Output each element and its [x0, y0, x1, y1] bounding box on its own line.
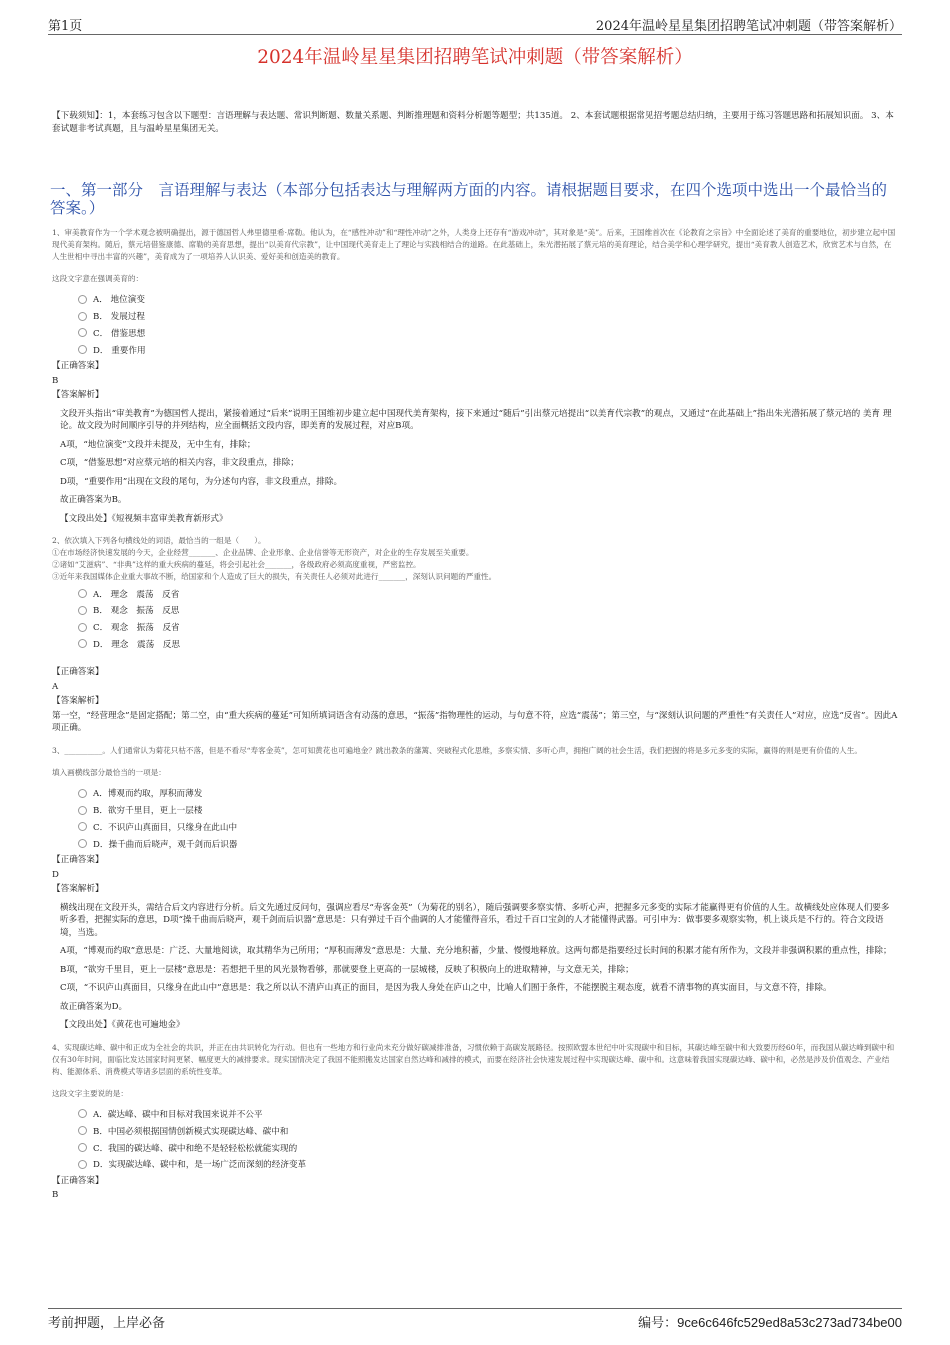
option[interactable]: D． 理念 震荡 反思 [78, 636, 898, 653]
radio-icon[interactable] [78, 589, 87, 598]
option[interactable]: B． 观念 振荡 反思 [78, 602, 898, 619]
answer-label: 【正确答案】 [52, 855, 104, 866]
radio-icon[interactable] [78, 789, 87, 798]
answer-label: 【正确答案】 [52, 1175, 104, 1186]
analysis-text: 横线出现在文段开头，需结合后文内容进行分析。后文先通过反问句，强调应看尽“寿客金英”（为菊花的别名），随后强调要多察实情、多听心声，把握多元多变的实际才能赢得更有价值的人生。故横线处应体现人们要多听多看，把握实际的意思，D项“操千曲而后晓声，观千剑而后识器”意思是：只有弹过千百个曲调的人才能懂得音乐，看过千百口宝剑的人才能懂得武器。可引申为：做事要多观察实物，机上谈兵是不行的。符合文段语境，当选。 [60, 902, 890, 938]
radio-icon[interactable] [78, 806, 87, 815]
option[interactable]: A． 理念 震荡 反省 [78, 585, 898, 602]
analysis-option-a: A项，“地位演变”文段并未提及，无中生有，排除； [60, 439, 256, 450]
answer-value: B [52, 1190, 59, 1201]
option[interactable]: B．中国必须根据国情创新模式实现碳达峰、碳中和 [78, 1122, 898, 1139]
question-1-text: 1、审美教育作为一个学术观念被明确提出，源于德国哲人弗里德里希·席勒。他认为，在“感性冲动”和“理性冲动”之外，人类身上还存有“游戏冲动”，其对象是“美”。后来，王国维首次在《论教育之宗旨》中全面论述了美育的重要地位，初步建立起中国现代美育架构。随后，蔡元培借鉴康德、席勒的美育思想，提出“以美育代宗教”，让中国现代美育走上了理论与实践相结合的道路。在此基础上，朱光潜拓展了蔡元培的美育理论，结合美学和心理学研究，提出“美育教人创造艺术，欣赏艺术与自然，在人生世相中寻出丰富的兴趣”，美育成为了一项培养人认识美、爱好美和创造美的教育。 [52, 228, 896, 261]
page-header [48, 14, 902, 35]
option[interactable]: D． 重要作用 [78, 341, 898, 358]
question-2-sentence-3: ③近年来我国媒体企业重大事故不断，给国家和个人造成了巨大的损失，有关责任人必须对此进行_______，深刻认识问题的严重性。 [52, 572, 497, 582]
option[interactable]: D．实现碳达峰、碳中和，是一场广泛而深刻的经济变革 [78, 1156, 898, 1173]
answer-label: 【正确答案】 [52, 361, 104, 372]
analysis-option-d: D项，“重要作用”出现在文段的尾句，为分述句内容，非文段重点，排除。 [60, 476, 343, 487]
section-heading-1: 一、第一部分 言语理解与表达（本部分包括表达与理解两方面的内容。请根据题目要求，在四个选项中选出一个最恰当的答案。） [50, 181, 888, 217]
document-title: 2024年温岭星星集团招聘笔试冲刺题（带答案解析） [257, 47, 693, 68]
question-2-sentence-1: ①在市场经济快速发展的今天，企业经营_______、企业品牌、企业形象、企业信誉等无形资产，对企业的生存发展至关重要。 [52, 548, 474, 558]
analysis-option-a: A项，“博观而约取”意思是：广泛、大量地阅读，取其精华为己所用；“厚积而薄发”意思是：大量、充分地积蓄，少量、慢慢地释放。这两句都是指要经过长时间的积累才能有所作为，文段并非强调积累的重点性，排除； [60, 946, 892, 957]
footer-code: 编号：9ce6c646fc529ed8a53c273ad734be00 [638, 1315, 902, 1331]
question-2-text: 2、依次填入下列各句横线处的词语，最恰当的一组是（ ）。 [52, 536, 266, 546]
radio-icon[interactable] [78, 606, 87, 615]
option[interactable]: A．博观而约取，厚积而薄发 [78, 785, 898, 802]
option[interactable]: C． 借鉴思想 [78, 325, 898, 342]
analysis-option-b: B项，“欲穷千里目，更上一层楼”意思是：若想把千里的风光景物看够，那就要登上更高的一层城楼，反映了积极向上的进取精神，与文意无关，排除； [60, 964, 634, 975]
answer-value: B [52, 375, 59, 386]
analysis-text: 文段开头指出“审美教育”为德国哲人提出，紧接着通过“后来”说明王国维初步建立起中国现代美育架构，接下来通过“随后”引出蔡元培提出“以美育代宗教”的观点，又通过“在此基础上”指出朱光潜拓展了蔡元培的 美育 理论。故文段为时间顺序引导的并列结构，应全面概括文段内容，即美育的发展过程，对应B项。 [60, 408, 892, 432]
question-1-prompt: 这段文字意在强调美育的： [52, 274, 144, 283]
question-1-options [78, 291, 898, 358]
download-notice: 【下载须知】：1，本套练习包含以下题型：言语理解与表达题、常识判断题、数量关系题、判断推理题和资料分析题等题型；共135道。 2、本套试题根据常见招考题总结归纳，主要用于练习答题思路和拓展知识面。 3、本套试题非考试真题，且与温岭星星集团无关。 [52, 111, 894, 134]
question-3-prompt: 填入画横线部分最恰当的一项是： [52, 767, 166, 777]
option[interactable]: C．我国的碳达峰、碳中和绝不是轻轻松松就能实现的 [78, 1139, 898, 1156]
option[interactable]: C．不识庐山真面目，只缘身在此山中 [78, 818, 898, 835]
answer-value: A [52, 681, 59, 692]
page-footer [48, 1308, 902, 1331]
radio-icon[interactable] [78, 1160, 87, 1169]
radio-icon[interactable] [78, 822, 87, 831]
document-body [52, 110, 898, 1202]
source: 【文段出处】《黄花也可遍地金》 [60, 1020, 185, 1031]
radio-icon[interactable] [78, 839, 87, 848]
answer-label: 【正确答案】 [52, 667, 104, 678]
analysis-option-c: C项，“不识庐山真面目，只缘身在此山中”意思是：我之所以认不清庐山真正的面目，是因为我人身处在庐山之中，比喻人们囿于条件，不能摆脱主观态度，就看不清事物的真实面目，与文意不符，排除。 [60, 983, 832, 994]
radio-icon[interactable] [78, 328, 87, 337]
footer-slogan: 考前押题，上岸必备 [48, 1316, 166, 1331]
question-2-sentence-2: ②诸如“艾滋病”、“非典”这样的重大疾病的蔓延，将会引起社会_______，各级政府必须高度重视，严密监控。 [52, 560, 421, 570]
conclusion: 故正确答案为B。 [60, 495, 127, 506]
question-4-text: 4、实现碳达峰、碳中和正成为全社会的共识，并正在由共识转化为行动。但也有一些地方和行业尚未充分做好碳减排准备，习惯依赖于高碳发展路径。按照欧盟本世纪中叶实现碳中和目标，其碳达峰至碳中和大致要历经60年，而我国从碳达峰到碳中和仅有30年时间，面临比发达国家时间更紧、幅度更大的减排要求。现实国情决定了我国不能照搬发达国家自然达峰和减排的模式，而要在经济社会快速发展过程中实现碳达峰、碳中和。这意味着我国实现碳达峰、碳中和，必然是涉及价值观念、产业结构、能源体系、消费模式等诸多层面的系统性变革。 [52, 1042, 895, 1076]
option[interactable]: B． 发展过程 [78, 308, 898, 325]
radio-icon[interactable] [78, 1109, 87, 1118]
radio-icon[interactable] [78, 639, 87, 648]
radio-icon[interactable] [78, 1126, 87, 1135]
option[interactable]: C． 观念 振荡 反省 [78, 619, 898, 636]
conclusion: 故正确答案为D。 [60, 1001, 128, 1012]
option[interactable]: A． 地位演变 [78, 291, 898, 308]
page-number: 第1页 [48, 19, 83, 34]
radio-icon[interactable] [78, 1143, 87, 1152]
radio-icon[interactable] [78, 312, 87, 321]
radio-icon[interactable] [78, 295, 87, 304]
analysis-option-c: C项，“借鉴思想”对应蔡元培的相关内容，非文段重点，排除； [60, 458, 299, 469]
analysis-text: 第一空，“经营理念”是固定搭配；第二空，由“重大疾病的蔓延”可知所填词语含有动荡的意思，“振荡”指物理性的运动，与句意不符，应选“震荡”；第三空，与“深刻认识问题的严重性”有关责任人”对应，应选“反省”。因此A项正确。 [52, 710, 898, 734]
radio-icon[interactable] [78, 623, 87, 632]
analysis-label: 【答案解析】 [52, 390, 104, 401]
question-2-options [78, 585, 898, 652]
answer-value: D [52, 869, 59, 880]
option[interactable]: D．操千曲而后晓声，观千剑而后识器 [78, 835, 898, 852]
radio-icon[interactable] [78, 345, 87, 354]
question-3-text: 3、__________。人们通常认为菊花只枯不落，但是不看尽“寿客金英”，怎可知黄花也可遍地金？跳出教条的藩篱、突破程式化思维，多察实情、多听心声，拥抱广阔的社会生活，我们把握的将是多元多变的实际，赢得的则是更有价值的人生。 [52, 745, 862, 755]
question-3-options [78, 785, 898, 852]
source: 【文段出处】《短视频丰富审美教育新形式》 [60, 513, 228, 524]
analysis-label: 【答案解析】 [52, 884, 104, 895]
analysis-label: 【答案解析】 [52, 696, 104, 707]
question-4-prompt: 这段文字主要说的是： [52, 1088, 128, 1098]
option[interactable]: B．欲穷千里目，更上一层楼 [78, 802, 898, 819]
header-doc-title: 2024年温岭星星集团招聘笔试冲刺题（带答案解析） [595, 19, 902, 34]
question-4-options [78, 1106, 898, 1173]
option[interactable]: A．碳达峰、碳中和目标对我国来说并不公平 [78, 1106, 898, 1123]
